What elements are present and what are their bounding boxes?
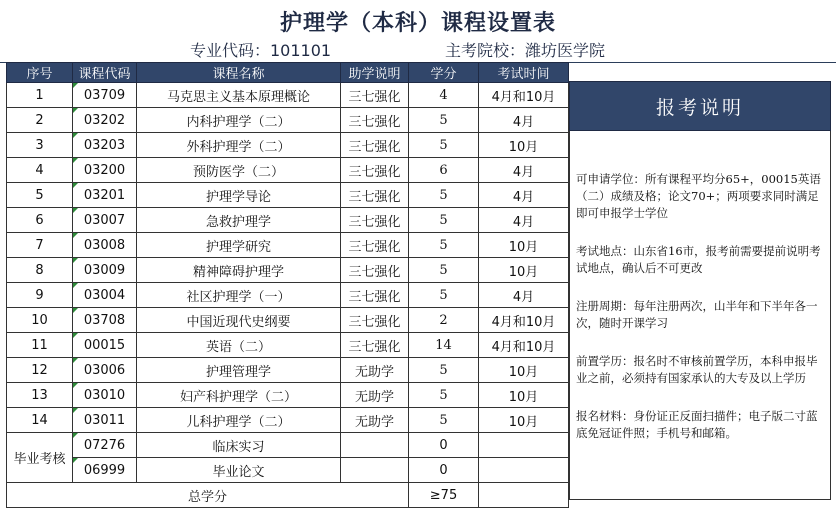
cell-support: 三七强化 xyxy=(341,258,409,283)
note-location: 考试地点：山东省16市，报考前需要提前说明考试地点，确认后不可更改 xyxy=(576,244,821,275)
cell-support: 三七强化 xyxy=(341,333,409,358)
cell-credit: 6 xyxy=(409,158,479,183)
table-row xyxy=(7,383,569,408)
cell-support: 三七强化 xyxy=(341,283,409,308)
cell-code: 07276 xyxy=(73,433,137,458)
cell-name: 英语（二） xyxy=(137,333,341,358)
cell-no: 5 xyxy=(7,183,73,208)
table-row xyxy=(7,258,569,283)
cell-credit: 5 xyxy=(409,208,479,233)
cell-support: 三七强化 xyxy=(341,183,409,208)
cell-name: 护理管理学 xyxy=(137,358,341,383)
cell-code: 03709 xyxy=(73,83,137,108)
table-row xyxy=(7,308,569,333)
cell-name: 儿科护理学（二） xyxy=(137,408,341,433)
cell-support xyxy=(341,433,409,458)
table-row xyxy=(7,233,569,258)
cell-support: 三七强化 xyxy=(341,133,409,158)
note-degree: 可申请学位：所有课程平均分65+，00015英语（二）成绩及格；论文70+；两项要求同时满足即可申报学士学位 xyxy=(576,172,821,220)
table-row xyxy=(7,333,569,358)
cell-code: 03007 xyxy=(73,208,137,233)
col-header-code: 课程代码 xyxy=(73,63,137,83)
cell-support: 三七强化 xyxy=(341,83,409,108)
table-row xyxy=(7,133,569,158)
cell-name: 外科护理学（二） xyxy=(137,133,341,158)
table-row xyxy=(7,283,569,308)
note-registration: 注册周期：每年注册两次，山半年和下半年各一次，随时开课学习 xyxy=(576,299,818,330)
cell-credit: 5 xyxy=(409,133,479,158)
cell-no: 7 xyxy=(7,233,73,258)
exam-notes-heading: 报考说明 xyxy=(569,81,831,131)
table-header-row xyxy=(7,63,569,83)
cell-time xyxy=(479,483,569,508)
total-label: 总学分 xyxy=(7,483,409,508)
cell-time: 10月 xyxy=(479,358,569,383)
cell-credit: 5 xyxy=(409,233,479,258)
document-header xyxy=(0,0,836,63)
major-code: 专业代码：101101 xyxy=(190,41,332,60)
cell-support: 无助学 xyxy=(341,408,409,433)
cell-time: 4月 xyxy=(479,183,569,208)
graduation-label: 毕业考核 xyxy=(7,433,73,483)
cell-credit: 0 xyxy=(409,458,479,483)
cell-name: 马克思主义基本原理概论 xyxy=(137,83,341,108)
cell-no: 9 xyxy=(7,283,73,308)
cell-credit: 4 xyxy=(409,83,479,108)
exam-notes-panel xyxy=(569,81,831,500)
graduation-row xyxy=(7,433,569,458)
exam-school: 主考院校：潍坊医学院 xyxy=(445,41,606,60)
cell-credit: 5 xyxy=(409,408,479,433)
cell-time: 10月 xyxy=(479,233,569,258)
cell-code: 03202 xyxy=(73,108,137,133)
cell-code: 03203 xyxy=(73,133,137,158)
cell-no: 4 xyxy=(7,158,73,183)
cell-credit: 2 xyxy=(409,308,479,333)
cell-code: 03004 xyxy=(73,283,137,308)
col-header-no: 序号 xyxy=(7,63,73,83)
col-header-name: 课程名称 xyxy=(137,63,341,83)
total-value: ≥75 xyxy=(409,483,479,508)
cell-name: 内科护理学（二） xyxy=(137,108,341,133)
cell-code: 06999 xyxy=(73,458,137,483)
cell-support xyxy=(341,458,409,483)
cell-name: 急救护理学 xyxy=(137,208,341,233)
cell-code: 03200 xyxy=(73,158,137,183)
cell-time: 4月 xyxy=(479,158,569,183)
cell-time xyxy=(479,458,569,483)
cell-code: 03009 xyxy=(73,258,137,283)
cell-no: 10 xyxy=(7,308,73,333)
cell-credit: 5 xyxy=(409,358,479,383)
cell-support: 三七强化 xyxy=(341,158,409,183)
cell-no: 2 xyxy=(7,108,73,133)
note-prior-education: 前置学历：报名时不审核前置学历，本科申报毕业之前，必须持有国家承认的大专及以上学历 xyxy=(576,354,818,385)
cell-code: 03006 xyxy=(73,358,137,383)
cell-time: 4月 xyxy=(479,208,569,233)
cell-name: 预防医学（二） xyxy=(137,158,341,183)
cell-no: 11 xyxy=(7,333,73,358)
cell-no: 6 xyxy=(7,208,73,233)
cell-time: 10月 xyxy=(479,383,569,408)
cell-credit: 0 xyxy=(409,433,479,458)
cell-support: 三七强化 xyxy=(341,108,409,133)
table-row xyxy=(7,108,569,133)
cell-support: 三七强化 xyxy=(341,308,409,333)
course-table xyxy=(6,62,569,508)
table-row xyxy=(7,208,569,233)
table-row xyxy=(7,408,569,433)
cell-time: 4月和10月 xyxy=(479,83,569,108)
col-header-time: 考试时间 xyxy=(479,63,569,83)
cell-no: 3 xyxy=(7,133,73,158)
cell-credit: 5 xyxy=(409,283,479,308)
col-header-credit: 学分 xyxy=(409,63,479,83)
exam-notes-body xyxy=(569,131,831,500)
cell-support: 无助学 xyxy=(341,383,409,408)
table-row xyxy=(7,83,569,108)
cell-name: 临床实习 xyxy=(137,433,341,458)
cell-time: 4月 xyxy=(479,283,569,308)
cell-name: 护理学导论 xyxy=(137,183,341,208)
page-title: 护理学（本科）课程设置表 xyxy=(279,11,556,36)
cell-time: 10月 xyxy=(479,133,569,158)
cell-name: 精神障碍护理学 xyxy=(137,258,341,283)
cell-time xyxy=(479,433,569,458)
note-materials: 报名材料：身份证正反面扫描件；电子版二寸蓝底免冠证件照；手机号和邮箱。 xyxy=(576,409,818,440)
cell-code: 00015 xyxy=(73,333,137,358)
col-header-support: 助学说明 xyxy=(341,63,409,83)
cell-name: 中国近现代史纲要 xyxy=(137,308,341,333)
cell-time: 4月 xyxy=(479,108,569,133)
cell-name: 毕业论文 xyxy=(137,458,341,483)
cell-name: 妇产科护理学（二） xyxy=(137,383,341,408)
graduation-row xyxy=(7,458,569,483)
cell-code: 03011 xyxy=(73,408,137,433)
cell-credit: 5 xyxy=(409,183,479,208)
total-row xyxy=(7,483,569,508)
cell-time: 10月 xyxy=(479,408,569,433)
cell-time: 4月和10月 xyxy=(479,333,569,358)
cell-no: 8 xyxy=(7,258,73,283)
cell-code: 03708 xyxy=(73,308,137,333)
cell-code: 03010 xyxy=(73,383,137,408)
cell-credit: 5 xyxy=(409,383,479,408)
cell-credit: 5 xyxy=(409,258,479,283)
cell-credit: 14 xyxy=(409,333,479,358)
cell-no: 13 xyxy=(7,383,73,408)
table-row xyxy=(7,358,569,383)
cell-no: 1 xyxy=(7,83,73,108)
cell-no: 12 xyxy=(7,358,73,383)
cell-name: 社区护理学（一） xyxy=(137,283,341,308)
cell-time: 4月和10月 xyxy=(479,308,569,333)
cell-support: 三七强化 xyxy=(341,233,409,258)
cell-time: 10月 xyxy=(479,258,569,283)
cell-credit: 5 xyxy=(409,108,479,133)
table-row xyxy=(7,183,569,208)
cell-support: 无助学 xyxy=(341,358,409,383)
cell-code: 03201 xyxy=(73,183,137,208)
table-row xyxy=(7,158,569,183)
cell-no: 14 xyxy=(7,408,73,433)
cell-name: 护理学研究 xyxy=(137,233,341,258)
cell-support: 三七强化 xyxy=(341,208,409,233)
cell-code: 03008 xyxy=(73,233,137,258)
